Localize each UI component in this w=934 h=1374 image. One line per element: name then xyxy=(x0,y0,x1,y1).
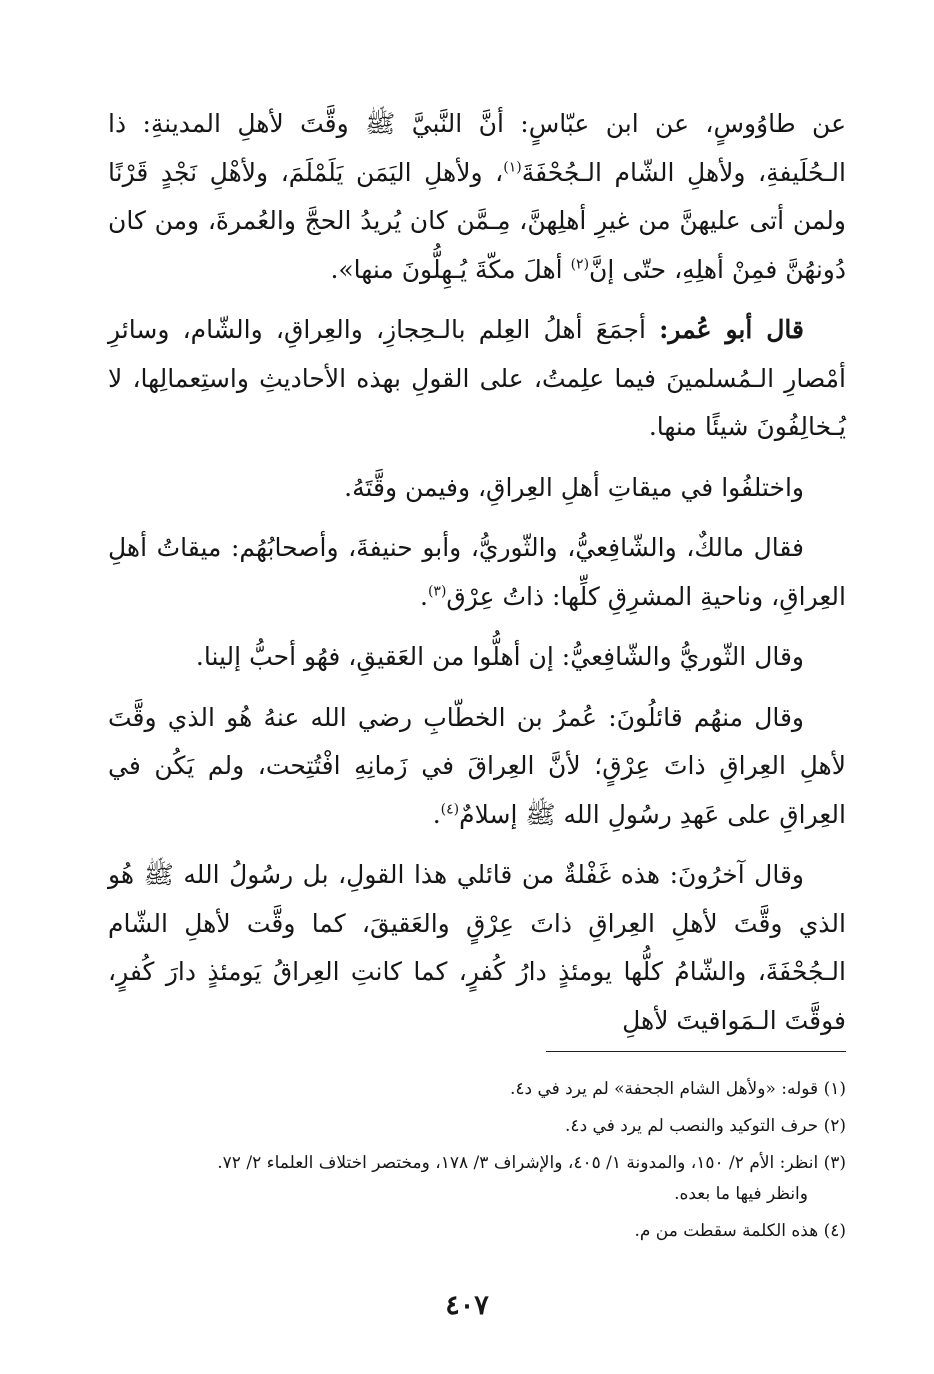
footnote-ref-2: (٢) xyxy=(570,256,590,273)
speaker-lead: قال أبو عُمر: xyxy=(659,315,804,344)
footnote-1: (١) قوله: «ولأهل الشام الجحفة» لم يرد في د٤. xyxy=(509,1079,846,1099)
paragraph-1: عن طاوُوسٍ، عن ابن عبّاسٍ: أنَّ النَّبيَّ ﷺ وقَّتَ لأهلِ المدينةِ: ذا الـحُلَيفةِ، ولأهلِ الشّام الـجُحْفَةَ$^{(١)}$، ولأهلِ اليَمَن يَلَمْلَمَ، ولأهْلِ نَجْدٍ قَرْنًا ولمن أتى عليهنَّ من غيرِ أهلِهنَّ، مِـمَّن كان يُريدُ الحجَّ والعُمرةَ، ومن كان دُونهُنَّ فمِنْ أهلِهِ، حتّى إنَّ$^{(٢)}$ أهلَ مكّةَ يُـهِلُّونَ منها». xyxy=(108,109,846,284)
paragraph-7: وقال آخرُونَ: هذه غَفْلةٌ من قائلي هذا القولِ، بل رسُولُ الله ﷺ هُو الذي وقَّتَ لأهلِ العِراقِ ذاتَ عِرْقٍ والعَقيقَ، كما وقَّت لأهلِ الشّام الـجُحْفَةَ، والشّامُ كلُّها يومئذٍ دارُ كُفرٍ، كما كانتِ العِراقُ يَومئذٍ دارَ كُفرٍ، فوقَّتَ الـمَواقيتَ لأهلِ xyxy=(108,860,846,1035)
main-text xyxy=(108,100,846,1057)
footnote-3-continuation: وانظر فيها ما بعده. xyxy=(674,1184,808,1204)
paragraph-4: فقال مالكٌ، والشّافِعيُّ، والثّوريُّ، وأبو حنيفةَ، وأصحابُهُم: ميقاتُ أهلِ العِراقِ، وناحيةِ المشرِقِ كلِّها: ذاتُ عِرْق$^{(٣)}$. xyxy=(108,533,846,611)
footnote-3: (٣) انظر: الأم ٢/ ١٥٠، والمدونة ١/ ٤٠٥، والإشراف ٣/ ١٧٨، ومختصر اختلاف العلماء ٢/ ٧٢. xyxy=(217,1153,846,1173)
paragraph-3: واختلفُوا في ميقاتِ أهلِ العِراقِ، وفيمن وقَّتَهُ. xyxy=(344,472,804,502)
footnotes xyxy=(108,1074,846,1253)
footnote-ref-1: (١) xyxy=(503,159,522,176)
footnote-ref-3: (٣) xyxy=(427,583,447,600)
footnote-4: (٤) هذه الكلمة سقطت من م. xyxy=(634,1221,846,1241)
footnote-ref-4: (٤) xyxy=(440,801,460,818)
paragraph-6: وقال منهُم قائلُونَ: عُمرُ بن الخطّابِ رضي الله عنهُ هُو الذي وقَّتَ لأهلِ العِراقِ ذاتَ عِرْقٍ؛ لأنَّ العِراقَ في زَمانِهِ افْتُتِحت، ولم يَكُن في العِراقِ على عَهدِ رسُولِ الله ﷺ إسلامٌ$^{(٤)}$. xyxy=(108,702,846,829)
paragraph-2: قال أبو عُمر: أجمَعَ أهلُ العِلم بالـحِجازِ، والعِراقِ، والشّام، وسائرِ أمْصارِ الـمُسلمينَ فيما علِمتُ، على القولِ بهذه الأحاديثِ واستِعمالِها، لا يُـخالِفُونَ شيئًا منها. xyxy=(108,315,846,441)
footnote-divider xyxy=(546,1051,846,1052)
page-number: ٤٠٧ xyxy=(445,1290,489,1321)
paragraph-5: وقال الثّوريُّ والشّافِعيُّ: إن أهلُّوا من العَقيقِ، فهُو أحبُّ إلينا. xyxy=(195,642,804,671)
footnote-2: (٢) حرف التوكيد والنصب لم يرد في د٤. xyxy=(565,1116,846,1136)
